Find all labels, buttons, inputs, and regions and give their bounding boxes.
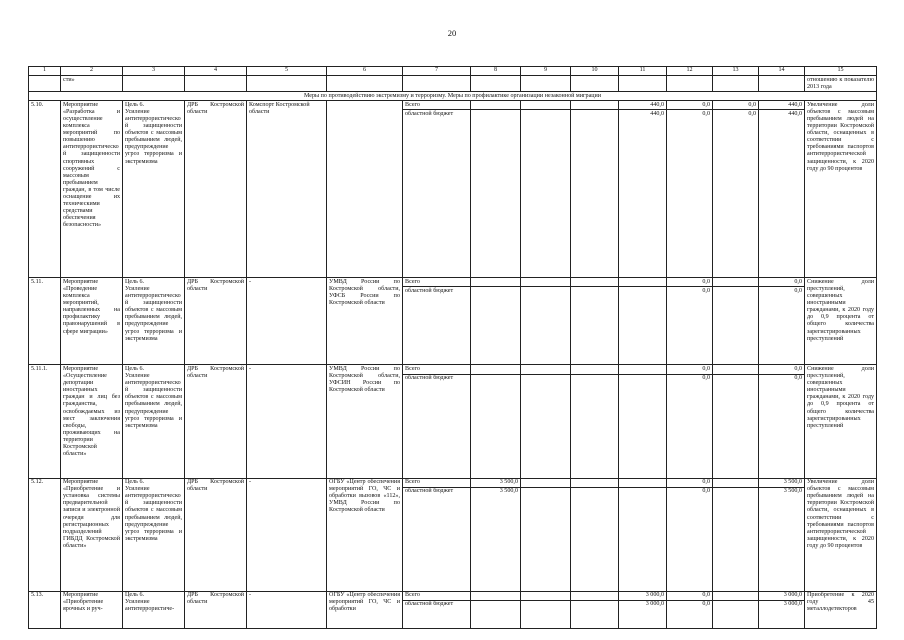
amount-v14-total: 440,0 (759, 101, 805, 110)
amount-v8-total (471, 101, 521, 110)
amount-v14-regional: 0,0 (759, 374, 805, 478)
amount-v9-total (521, 278, 571, 287)
amount-v8-regional (471, 600, 521, 628)
column-header-9: 9 (521, 67, 571, 76)
amount-v14-total: 0,0 (759, 278, 805, 287)
program-measures-table (28, 66, 877, 629)
partner-organizations (327, 101, 403, 278)
amount-v11-regional (619, 374, 667, 478)
amount-v11-regional: 3 000,0 (619, 600, 667, 628)
amount-v9-total (521, 591, 571, 600)
responsible-executor: ДРБ Костромской области (185, 278, 247, 365)
measure-number: 5.11. (29, 278, 61, 365)
amount-v13-total (713, 478, 759, 487)
page-number: 20 (447, 28, 457, 38)
funding-source-regional: областной бюджет (403, 600, 471, 628)
amount-v10-total (571, 478, 619, 487)
amount-v14-regional: 0,0 (759, 287, 805, 365)
measure-row (29, 365, 877, 374)
column-header-3: 3 (123, 67, 185, 76)
amount-v14-regional: 3 000,0 (759, 600, 805, 628)
measure-number: 5.12. (29, 478, 61, 591)
amount-v8-regional (471, 287, 521, 365)
responsible-executor: ДРБ Костромской области (185, 591, 247, 628)
amount-v9-regional (521, 110, 571, 278)
amount-v12-total: 0,0 (667, 278, 713, 287)
column-header-7: 7 (403, 67, 471, 76)
amount-v12-total: 0,0 (667, 591, 713, 600)
partner-organizations: УМВД России по Костромской области, УФСИН России по Костромской области (327, 365, 403, 478)
co-executor: Комспорт Костромской области (247, 101, 327, 278)
amount-v9-total (521, 101, 571, 110)
measure-row (29, 478, 877, 487)
continued-result: отношению к показателю 2013 года (805, 76, 877, 92)
amount-v10-regional (571, 600, 619, 628)
amount-v10-regional (571, 110, 619, 278)
amount-v8-regional: 3 500,0 (471, 487, 521, 591)
amount-v14-total: 3 500,0 (759, 478, 805, 487)
expected-result: Снижение доли преступлений, совершенных иностранными гражданами, к 2020 году до 0,9 процента от общего количества зарегистрированных преступлений (805, 278, 877, 365)
amount-v13-regional: 0,0 (713, 110, 759, 278)
column-header-14: 14 (759, 67, 805, 76)
funding-source-total: Всего (403, 591, 471, 600)
amount-v9-total (521, 478, 571, 487)
co-executor: - (247, 365, 327, 478)
amount-v8-total (471, 591, 521, 600)
column-number-header (29, 67, 877, 76)
column-header-4: 4 (185, 67, 247, 76)
amount-v13-total: 0,0 (713, 101, 759, 110)
column-header-10: 10 (571, 67, 619, 76)
co-executor: - (247, 591, 327, 628)
funding-source-total: Всего (403, 278, 471, 287)
expected-result: Увеличение доли объектов с массовым пребыванием людей на территории Костромской области, оснащенных в соответствии с требованиями паспортов антитеррористической защищенности, к 2020 году до 90 процентов (805, 478, 877, 591)
amount-v13-total (713, 591, 759, 600)
partner-organizations: УМВД России по Костромской области, УФСБ России по Костромской области (327, 278, 403, 365)
amount-v12-total: 0,0 (667, 478, 713, 487)
amount-v11-total: 3 000,0 (619, 591, 667, 600)
amount-v9-total (521, 365, 571, 374)
responsible-executor: ДРБ Костромской области (185, 365, 247, 478)
measure-name: Мероприятие «Проведение комплекса мероприятий, направленных на профилактику правонарушений в сфере миграции» (61, 278, 123, 365)
measure-goal: Цель 6. Усиление антитеррористической защищенности объектов с массовым пребыванием людей, предупреждение угроз терроризма и экстремизма (123, 478, 185, 591)
amount-v11-total (619, 278, 667, 287)
column-header-8: 8 (471, 67, 521, 76)
amount-v13-regional (713, 287, 759, 365)
amount-v8-regional (471, 110, 521, 278)
amount-v12-regional: 0,0 (667, 374, 713, 478)
measure-name: Мероприятие «Осуществление депортации иностранных граждан и лиц без гражданства, освобождаемых из мест заключения свободы, проживающих на территории Костромской области» (61, 365, 123, 478)
amount-v11-regional: 440,0 (619, 110, 667, 278)
amount-v11-total (619, 478, 667, 487)
funding-source-regional: областной бюджет (403, 487, 471, 591)
expected-result: Увеличение доли объектов с массовым пребыванием людей на территории Костромской области, оснащенных в соответствии с требованиями паспортов антитеррористической защищенности, к 2020 году до 90 процентов (805, 101, 877, 278)
continued-name: сти» (61, 76, 123, 92)
funding-source-regional: областной бюджет (403, 374, 471, 478)
amount-v13-total (713, 365, 759, 374)
amount-v14-regional: 3 500,0 (759, 487, 805, 591)
partner-organizations: ОГБУ «Центр обеспечения мероприятий ГО, ЧС и обработки вызовов «112», УМВД России по Костромской области (327, 478, 403, 591)
measure-name: Мероприятие «Разработка и осуществление комплекса мероприятий по повышению антитеррористической защищенности спортивных сооружений с массовым пребыванием граждан, в том числе оснащение их техническими средствами обеспечения безопасности» (61, 101, 123, 278)
measure-row (29, 101, 877, 110)
column-header-1: 1 (29, 67, 61, 76)
amount-v14-regional: 440,0 (759, 110, 805, 278)
amount-v11-total: 440,0 (619, 101, 667, 110)
measure-goal: Цель 6. Усиление антитеррористической защищенности объектов с массовым пребыванием людей, предупреждение угроз терроризма и экстремизма (123, 365, 185, 478)
amount-v12-regional: 0,0 (667, 487, 713, 591)
amount-v8-regional (471, 374, 521, 478)
expected-result: Приобретение к 2020 году 45 металлодетекторов (805, 591, 877, 628)
amount-v8-total (471, 278, 521, 287)
column-header-2: 2 (61, 67, 123, 76)
amount-v11-regional (619, 287, 667, 365)
amount-v8-total (471, 365, 521, 374)
amount-v11-total (619, 365, 667, 374)
measure-number: 5.13. (29, 591, 61, 628)
amount-v12-regional: 0,0 (667, 287, 713, 365)
amount-v10-total (571, 278, 619, 287)
amount-v14-total: 3 000,0 (759, 591, 805, 600)
measure-row (29, 591, 877, 600)
amount-v13-total (713, 278, 759, 287)
amount-v10-regional (571, 374, 619, 478)
measure-goal: Цель 6. Усиление антитеррористической защищенности объектов с массовым пребыванием людей, предупреждение угроз терроризма и экстремизма (123, 101, 185, 278)
funding-source-total: Всего (403, 478, 471, 487)
funding-source-regional: областной бюджет (403, 110, 471, 278)
amount-v13-regional (713, 374, 759, 478)
partner-organizations: ОГБУ «Центр обеспечения мероприятий ГО, ЧС и обработки (327, 591, 403, 628)
funding-source-total: Всего (403, 365, 471, 374)
responsible-executor: ДРБ Костромской области (185, 478, 247, 591)
column-header-12: 12 (667, 67, 713, 76)
amount-v10-total (571, 101, 619, 110)
amount-v12-regional: 0,0 (667, 110, 713, 278)
amount-v12-total: 0,0 (667, 101, 713, 110)
responsible-executor: ДРБ Костромской области (185, 101, 247, 278)
amount-v13-regional (713, 600, 759, 628)
amount-v14-total: 0,0 (759, 365, 805, 374)
column-header-5: 5 (247, 67, 327, 76)
amount-v10-total (571, 591, 619, 600)
column-header-13: 13 (713, 67, 759, 76)
funding-source-total: Всего (403, 101, 471, 110)
amount-v10-regional (571, 287, 619, 365)
amount-v8-total: 3 500,0 (471, 478, 521, 487)
amount-v10-total (571, 365, 619, 374)
amount-v10-regional (571, 487, 619, 591)
measure-row (29, 278, 877, 287)
funding-source-regional: областной бюджет (403, 287, 471, 365)
amount-v12-regional: 0,0 (667, 600, 713, 628)
amount-v12-total: 0,0 (667, 365, 713, 374)
amount-v9-regional (521, 487, 571, 591)
measure-number: 5.10. (29, 101, 61, 278)
measure-number: 5.11.1. (29, 365, 61, 478)
amount-v9-regional (521, 600, 571, 628)
measure-goal: Цель 6. Усиление антитеррористиче- (123, 591, 185, 628)
amount-v9-regional (521, 374, 571, 478)
column-header-15: 15 (805, 67, 877, 76)
section-row (29, 92, 877, 101)
expected-result: Снижение доли преступлений, совершенных иностранными гражданами, к 2020 году до 0,9 процента от общего количества зарегистрированных преступлений (805, 365, 877, 478)
continued-row (29, 76, 877, 92)
measure-name: Мероприятие «Приобретение и установка системы предварительной записи и электронной очереди для регистрационных подразделений ГИБДД Костромской области» (61, 478, 123, 591)
co-executor: - (247, 478, 327, 591)
section-title: Меры по противодействию экстремизму и терроризму. Меры по профилактике организации незаконной миграции (29, 92, 877, 101)
amount-v13-regional (713, 487, 759, 591)
column-header-6: 6 (327, 67, 403, 76)
amount-v11-regional (619, 487, 667, 591)
column-header-11: 11 (619, 67, 667, 76)
measure-goal: Цель 6. Усиление антитеррористической защищенности объектов с массовым пребыванием людей, предупреждение угроз терроризма и экстремизма (123, 278, 185, 365)
amount-v9-regional (521, 287, 571, 365)
measure-name: Мероприятие «Приобретение ярочных и руч- (61, 591, 123, 628)
co-executor: - (247, 278, 327, 365)
